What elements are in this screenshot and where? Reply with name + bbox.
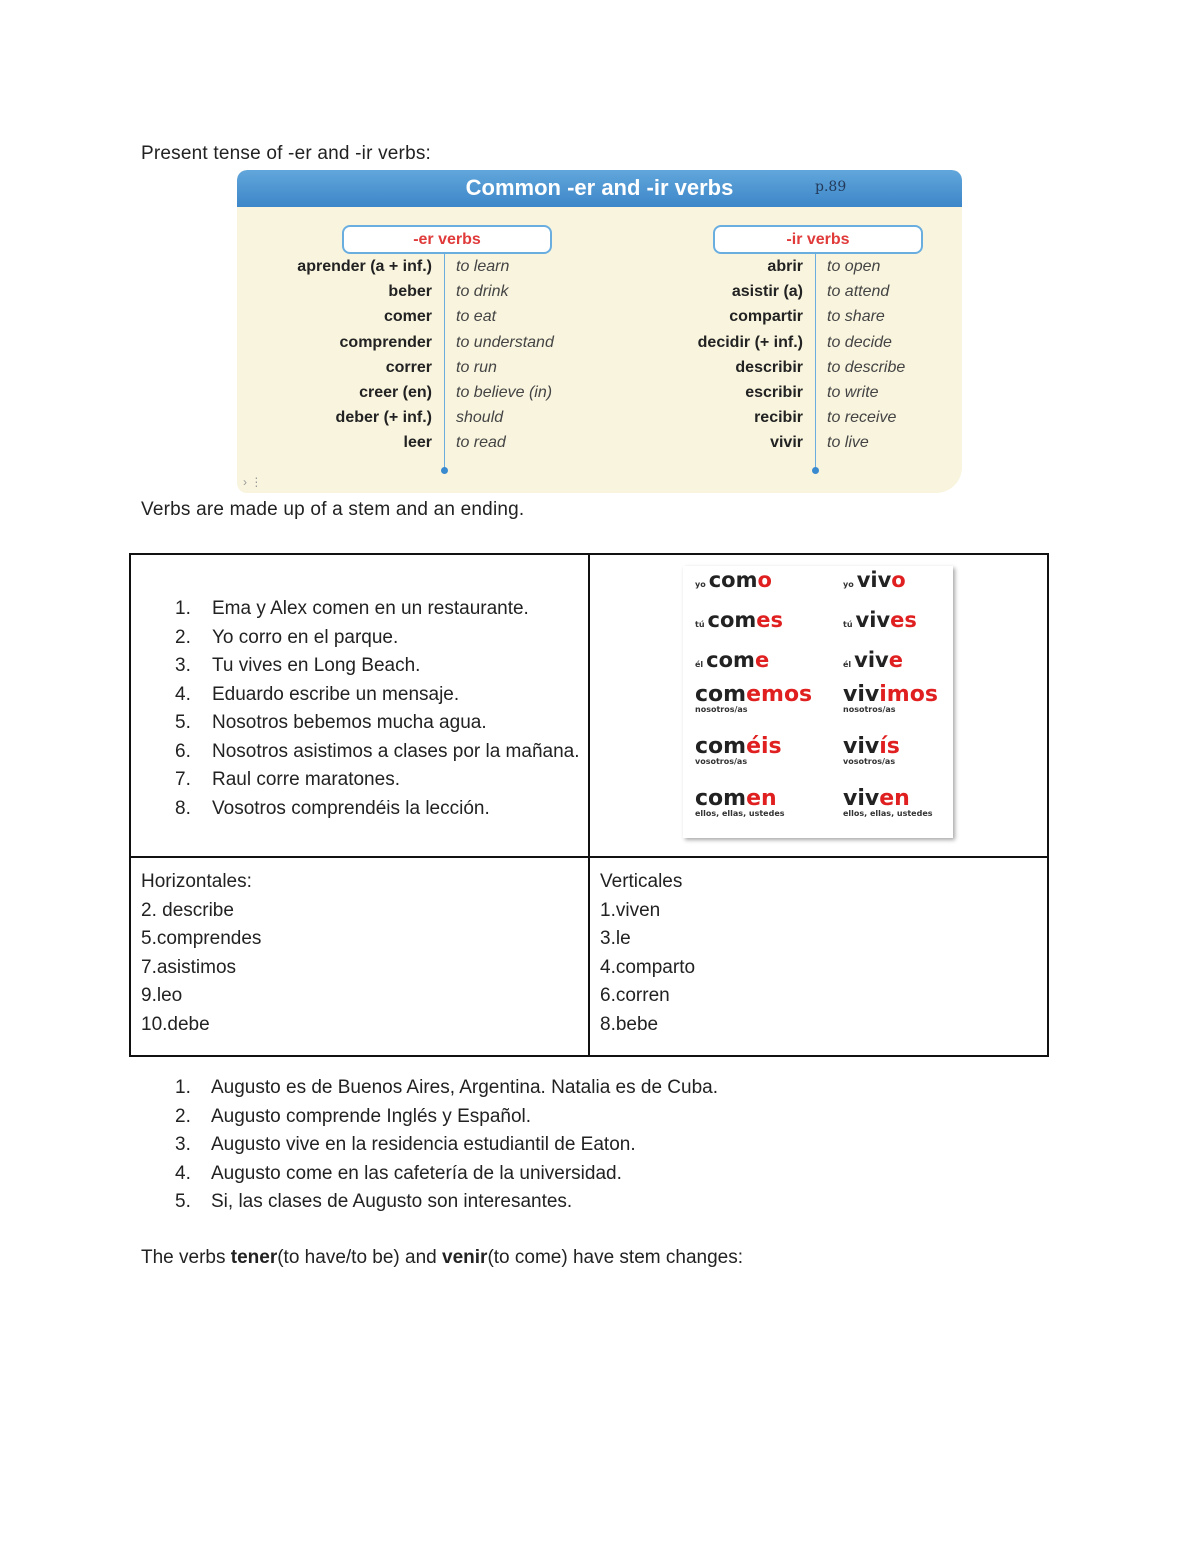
- er-verb-english: to believe (in): [456, 384, 553, 401]
- vivir-conjugation: [843, 568, 906, 592]
- comer-conjugation: [695, 568, 772, 592]
- intro-text: Present tense of -er and -ir verbs:: [141, 143, 432, 164]
- verb-tener: tener: [230, 1247, 278, 1268]
- conj-stem: com: [695, 786, 747, 811]
- list-number: 7.: [175, 769, 191, 790]
- conj-subject: nosotros/as: [695, 705, 748, 714]
- ir-verb-spanish: decidir (+ inf.): [697, 333, 803, 351]
- ir-verb-row: [237, 434, 962, 459]
- conj-stem: viv: [856, 568, 892, 592]
- vertical-item: 8.bebe: [600, 1013, 659, 1035]
- ir-verb-spanish: abrir: [767, 258, 803, 275]
- conj-stem: viv: [843, 682, 880, 707]
- horizontal-item: 9.leo: [141, 985, 183, 1006]
- sentence-text: Vosotros comprendéis la lección.: [212, 797, 490, 819]
- vertical-item: 1.viven: [600, 899, 661, 921]
- stem-change-note: [141, 1247, 743, 1269]
- list-number: 1.: [175, 598, 191, 619]
- answer-item: [165, 1160, 718, 1189]
- sentence-item: [167, 652, 592, 681]
- horizontal-item: 5.comprendes: [141, 928, 262, 949]
- conj-ending: imos: [879, 682, 938, 707]
- vertical-item: 3.le: [600, 928, 631, 949]
- list-number: 6.: [175, 740, 191, 762]
- er-verb-spanish: correr: [385, 358, 432, 376]
- list-number: 4.: [175, 683, 191, 705]
- vivir-conjugation: [843, 608, 917, 632]
- sentence-text: Nosotros bebemos mucha agua.: [212, 712, 487, 733]
- ir-verb-english: to write: [827, 384, 879, 401]
- conj-subject: vosotros/as: [695, 757, 748, 766]
- ir-verb-row: [237, 283, 962, 308]
- sentence-item: [167, 595, 592, 624]
- conjugation-chart: [683, 566, 953, 838]
- er-verb-spanish: comprender: [339, 333, 432, 351]
- answer-text: Augusto comprende Inglés y Español.: [211, 1105, 532, 1127]
- ir-verb-row: [237, 308, 962, 333]
- ir-verb-spanish: asistir (a): [731, 283, 803, 301]
- comer-conjugation: [695, 608, 783, 632]
- er-verb-spanish: creer (en): [359, 384, 432, 401]
- ir-verb-english: to describe: [827, 358, 906, 376]
- sentence-item: [167, 681, 592, 710]
- er-verb-english: to understand: [456, 333, 554, 351]
- conj-ending: éis: [746, 734, 782, 759]
- ir-verb-spanish: describir: [735, 358, 803, 376]
- ir-verb-row: [237, 409, 962, 434]
- conj-pronoun: tú: [843, 620, 853, 629]
- conj-ending: o: [757, 568, 772, 592]
- ir-verb-row: [237, 334, 962, 359]
- conj-stem: com: [708, 568, 758, 592]
- ir-verb-english: to live: [827, 434, 869, 452]
- comer-conjugation: [695, 682, 812, 714]
- er-verb-english: to drink: [456, 283, 509, 301]
- er-verb-spanish: deber (+ inf.): [335, 409, 432, 427]
- er-verb-spanish: aprender (a + inf.): [297, 258, 432, 275]
- ir-verb-spanish: vivir: [770, 434, 803, 452]
- ir-verbs-label: -ir verbs: [713, 225, 923, 254]
- conj-ending: es: [890, 608, 917, 632]
- ir-verb-english: to attend: [827, 283, 890, 301]
- verb-list-panel: [237, 170, 962, 493]
- horizontales-title: Horizontales:: [141, 871, 252, 892]
- vertical-item: 6.corren: [600, 985, 670, 1006]
- answer-text: Augusto vive en la residencia estudiantil de Eaton.: [211, 1134, 636, 1155]
- ir-verb-english: to open: [827, 258, 881, 275]
- answer-item: [165, 1188, 718, 1217]
- ir-verb-english: to receive: [827, 409, 897, 427]
- comer-conjugation: [695, 648, 769, 672]
- answer-text: Augusto come en las cafetería de la universidad.: [211, 1162, 622, 1184]
- sentence-item: [167, 709, 592, 738]
- ir-verb-row: [237, 384, 962, 409]
- conj-stem: com: [706, 648, 755, 672]
- list-number: 5.: [175, 1191, 191, 1212]
- conj-ending: es: [756, 608, 784, 632]
- conj-pronoun: yo: [695, 580, 706, 589]
- vivir-conjugation: [843, 648, 903, 672]
- conj-subject: ellos, ellas, ustedes: [695, 809, 785, 818]
- conj-subject: ellos, ellas, ustedes: [843, 809, 933, 818]
- verb-panel-header: [237, 170, 962, 207]
- sentence-item: [167, 766, 592, 795]
- horizontal-item: 10.debe: [141, 1013, 210, 1035]
- er-verbs-label: -er verbs: [342, 225, 552, 254]
- horizontales-cell: [130, 857, 589, 1056]
- sentence-text: Eduardo escribe un mensaje.: [212, 683, 460, 705]
- conj-pronoun: él: [843, 660, 852, 669]
- ir-divider-dot: [812, 467, 819, 474]
- sentence-item: [167, 738, 592, 767]
- conj-ending: en: [746, 786, 777, 811]
- list-number: 5.: [175, 712, 191, 733]
- vivir-conjugation: [843, 682, 938, 714]
- conj-subject: nosotros/as: [843, 705, 896, 714]
- answer-item: [165, 1074, 718, 1103]
- conj-ending: e: [888, 648, 903, 672]
- horizontal-item: 7.asistimos: [141, 956, 237, 978]
- sentence-item: [167, 795, 592, 824]
- conj-stem: viv: [843, 786, 880, 811]
- ir-verb-english: to decide: [827, 333, 892, 351]
- er-verb-spanish: beber: [388, 283, 432, 301]
- ir-verb-row: [237, 359, 962, 384]
- ir-verb-spanish: escribir: [745, 384, 803, 401]
- stem-ending-text: Verbs are made up of a stem and an ending.: [141, 499, 525, 520]
- answer-item: [165, 1131, 718, 1160]
- list-number: 4.: [175, 1162, 191, 1184]
- list-number: 8.: [175, 797, 191, 819]
- sentence-text: Tu vives en Long Beach.: [212, 655, 421, 676]
- ir-verb-row: [237, 258, 962, 283]
- verticales-cell: [589, 857, 1048, 1056]
- conj-pronoun: tú: [695, 620, 705, 629]
- answer-text: Si, las clases de Augusto son interesantes.: [211, 1191, 573, 1212]
- verb-panel-page-ref: p.89: [815, 179, 847, 195]
- verb-panel-title: Common -er and -ir verbs: [465, 175, 734, 200]
- conj-ending: e: [754, 648, 770, 672]
- vivir-conjugation: [843, 734, 900, 766]
- er-verb-english: to run: [456, 358, 497, 376]
- sentence-text: Raul corre maratones.: [212, 769, 400, 790]
- conj-stem: viv: [854, 648, 889, 672]
- sentence-text: Ema y Alex comen en un restaurante.: [212, 598, 529, 619]
- conj-stem: viv: [843, 734, 880, 759]
- list-number: 2.: [175, 626, 191, 648]
- conj-stem: com: [695, 682, 747, 707]
- conjugation-cell: [589, 554, 1048, 857]
- stem-note-gloss2: (to come) have stem changes:: [487, 1247, 744, 1268]
- sentence-text: Yo corro en el parque.: [212, 626, 399, 648]
- conj-subject: vosotros/as: [843, 757, 896, 766]
- comer-conjugation: [695, 734, 782, 766]
- verticales-title: Verticales: [600, 871, 683, 892]
- er-verb-spanish: comer: [383, 308, 432, 326]
- sentence-item: [167, 624, 592, 653]
- stem-note-gloss1: (to have/to be) and: [277, 1247, 443, 1268]
- comer-conjugation: [695, 786, 785, 818]
- er-verb-english: to read: [456, 434, 506, 452]
- er-verb-english: should: [456, 409, 504, 427]
- vertical-item: 4.comparto: [600, 956, 696, 978]
- sentence-text: Nosotros asistimos a clases por la mañana.: [212, 740, 580, 762]
- conj-stem: com: [695, 734, 747, 759]
- er-verb-english: to eat: [456, 308, 497, 326]
- conj-ending: ís: [879, 734, 900, 759]
- ir-verb-spanish: compartir: [729, 308, 803, 326]
- conj-ending: en: [879, 786, 910, 811]
- ir-verb-english: to share: [827, 308, 885, 326]
- answer-text: Augusto es de Buenos Aires, Argentina. Natalia es de Cuba.: [211, 1077, 718, 1098]
- exercise-table: [129, 553, 1049, 1057]
- answer-item: [165, 1103, 718, 1132]
- list-number: 2.: [175, 1105, 191, 1127]
- list-number: 1.: [175, 1077, 191, 1098]
- conj-ending: emos: [746, 682, 813, 707]
- conj-pronoun: yo: [843, 580, 854, 589]
- conj-ending: o: [891, 568, 906, 592]
- vivir-conjugation: [843, 786, 933, 818]
- ir-verb-spanish: recibir: [754, 409, 803, 427]
- sentence-list: [167, 595, 592, 823]
- answer-list: [165, 1074, 718, 1217]
- conj-stem: viv: [855, 608, 891, 632]
- er-verb-english: to learn: [456, 258, 510, 275]
- conj-stem: com: [707, 608, 757, 632]
- list-number: 3.: [175, 1134, 191, 1155]
- stem-note-prefix: The verbs: [141, 1247, 231, 1268]
- verb-venir: venir: [442, 1247, 488, 1268]
- list-number: 3.: [175, 655, 191, 676]
- er-divider-dot: [441, 467, 448, 474]
- conj-pronoun: él: [695, 660, 704, 669]
- sentences-cell: [130, 554, 589, 857]
- er-verb-spanish: leer: [403, 434, 432, 452]
- horizontal-item: 2. describe: [141, 899, 234, 921]
- panel-scroll-hint: › ⋮: [243, 475, 263, 489]
